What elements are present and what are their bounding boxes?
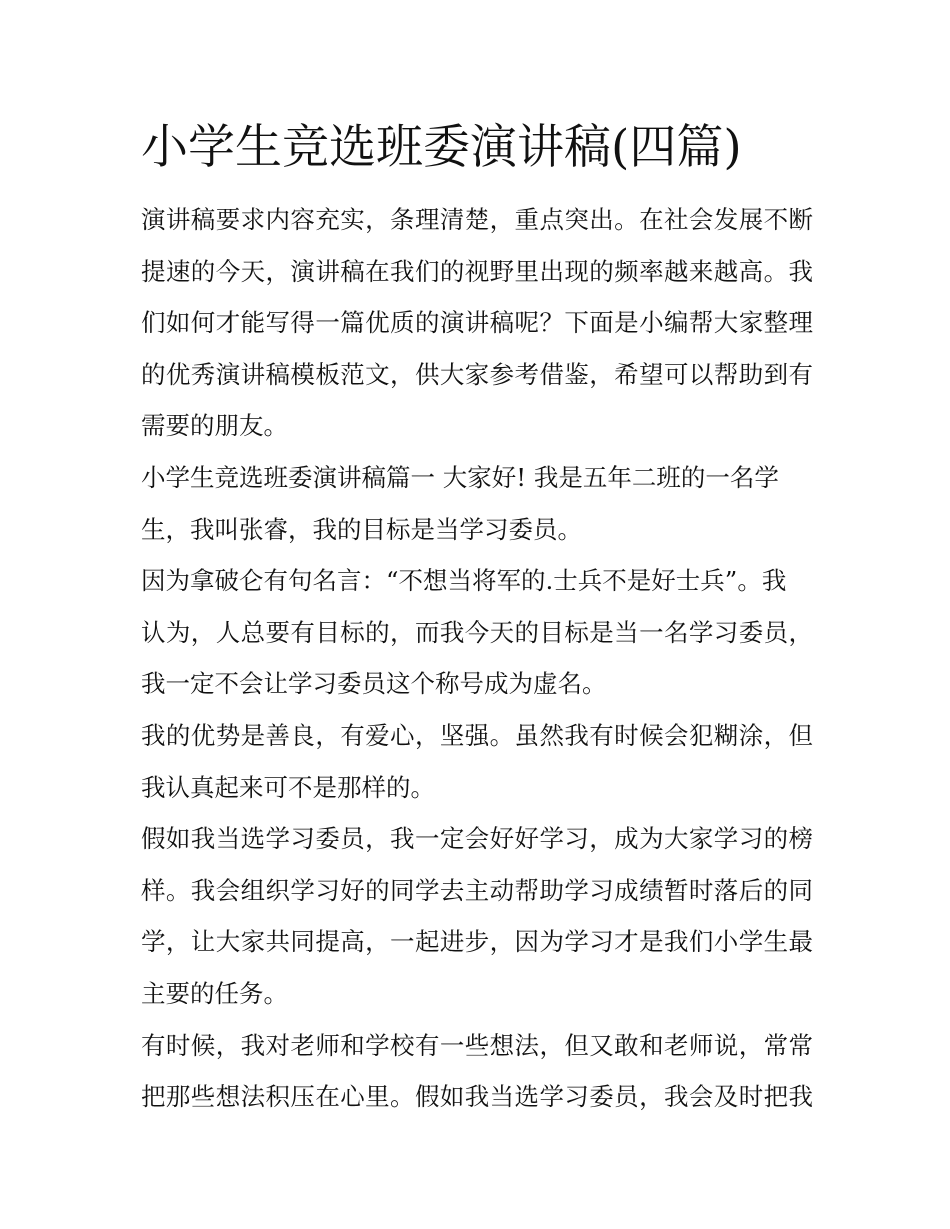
text-line: 我的优势是善良，有爱心，坚强。虽然我有时候会犯糊涂，但 — [141, 720, 813, 750]
text-line: 小学生竞选班委演讲稿篇一 大家好! 我是五年二班的一名学 — [141, 462, 779, 492]
text-line: 生，我叫张睿，我的目标是当学习委员。 — [141, 514, 582, 544]
text-line: 提速的今天，演讲稿在我们的视野里出现的频率越来越高。我 — [141, 256, 813, 286]
text-line: 我认真起来可不是那样的。 — [141, 772, 435, 802]
text-line: 因为拿破仑有句名言：“不想当将军的.士兵不是好士兵”。我 — [141, 566, 787, 596]
document-title: 小学生竞选班委演讲稿(四篇) — [141, 120, 742, 175]
text-line: 有时候，我对老师和学校有一些想法，但又敢和老师说，常常 — [141, 1030, 813, 1060]
text-line: 们如何才能写得一篇优质的演讲稿呢？下面是小编帮大家整理 — [141, 308, 813, 338]
text-line: 主要的任务。 — [141, 978, 288, 1008]
text-line: 需要的朋友。 — [141, 411, 288, 441]
text-line: 演讲稿要求内容充实，条理清楚，重点突出。在社会发展不断 — [141, 205, 813, 234]
text-line: 我一定不会让学习委员这个称号成为虚名。 — [141, 669, 607, 699]
text-line: 学，让大家共同提高，一起进步，因为学习才是我们小学生最 — [141, 927, 813, 957]
document-body — [141, 194, 813, 1123]
text-line: 认为，人总要有目标的，而我今天的目标是当一名学习委员， — [141, 617, 813, 647]
text-line: 假如我当选学习委员，我一定会好好学习，成为大家学习的榜 — [141, 824, 813, 854]
text-line: 把那些想法积压在心里。假如我当选学习委员，我会及时把我 — [141, 1082, 813, 1112]
text-line: 的优秀演讲稿模板范文，供大家参考借鉴，希望可以帮助到有 — [141, 359, 813, 389]
document-content — [141, 112, 813, 1123]
text-line: 样。我会组织学习好的同学去主动帮助学习成绩暂时落后的同 — [141, 875, 813, 905]
